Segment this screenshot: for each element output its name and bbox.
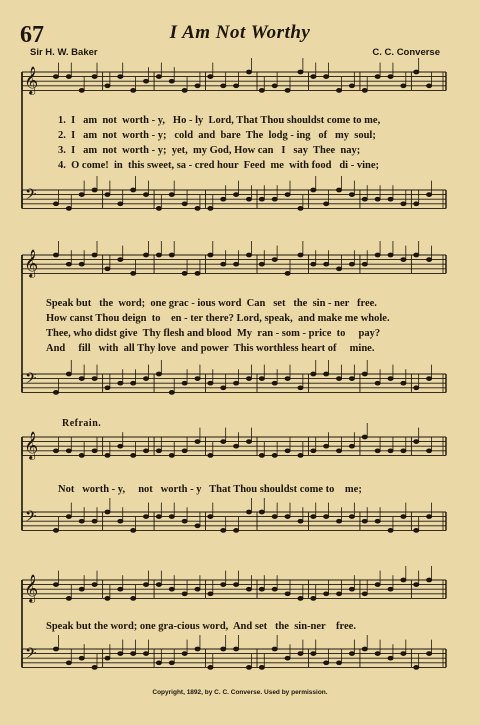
note-head	[336, 449, 341, 453]
note-head	[131, 454, 136, 458]
note-head	[272, 515, 277, 519]
note-head	[246, 510, 251, 514]
note-head	[79, 262, 84, 266]
note-head	[131, 652, 136, 656]
note-head	[118, 444, 123, 448]
note-head	[105, 656, 110, 660]
note-head	[311, 262, 316, 266]
note-head	[336, 592, 341, 596]
hymn-number: 67	[20, 22, 44, 48]
note-head	[234, 444, 239, 448]
note-head	[388, 253, 393, 257]
note-head	[92, 75, 97, 79]
note-head	[169, 661, 174, 665]
note-head	[246, 70, 251, 74]
note-head	[375, 583, 380, 587]
note-head	[182, 381, 187, 385]
note-head	[53, 253, 58, 257]
note-head	[324, 661, 329, 665]
note-head	[131, 597, 136, 601]
note-head	[375, 519, 380, 523]
note-head	[234, 381, 239, 385]
note-head	[311, 372, 316, 376]
note-head	[414, 70, 419, 74]
treble-clef-icon: 𝄞	[24, 66, 39, 94]
note-head	[156, 75, 161, 79]
note-head	[272, 647, 277, 651]
note-head	[79, 193, 84, 197]
note-head	[272, 258, 277, 262]
note-head	[195, 440, 200, 444]
note-head	[66, 207, 71, 211]
note-head	[221, 583, 226, 587]
note-head	[375, 197, 380, 201]
note-head	[401, 84, 406, 88]
note-head	[349, 652, 354, 656]
note-head	[182, 592, 187, 596]
note-head	[143, 515, 148, 519]
refrain-line-2: Speak but the word; one gra-cious word, And set the sin-ner free.	[46, 621, 356, 632]
note-head	[92, 449, 97, 453]
note-head	[195, 587, 200, 591]
note-head	[375, 75, 380, 79]
note-head	[208, 381, 213, 385]
note-head	[246, 440, 251, 444]
note-head	[285, 272, 290, 276]
note-head	[388, 529, 393, 533]
note-head	[221, 386, 226, 390]
note-head	[156, 661, 161, 665]
note-head	[298, 207, 303, 211]
note-head	[118, 202, 123, 206]
note-head	[362, 262, 367, 266]
note-head	[324, 75, 329, 79]
note-head	[92, 666, 97, 670]
note-head	[388, 197, 393, 201]
note-head	[298, 253, 303, 257]
note-head	[401, 652, 406, 656]
note-head	[156, 449, 161, 453]
note-head	[311, 449, 316, 453]
note-head	[105, 510, 110, 514]
note-head	[53, 529, 58, 533]
note-head	[66, 75, 71, 79]
note-head	[336, 267, 341, 271]
note-head	[336, 519, 341, 523]
note-head	[246, 197, 251, 201]
note-head	[401, 515, 406, 519]
note-head	[221, 647, 226, 651]
note-head	[298, 519, 303, 523]
note-head	[66, 372, 71, 376]
note-head	[246, 253, 251, 257]
note-head	[79, 519, 84, 523]
note-head	[131, 188, 136, 192]
note-head	[105, 84, 110, 88]
second-system-line-4: And fill with all Thy love and power This worthless heart of mine.	[46, 343, 375, 354]
note-head	[182, 652, 187, 656]
note-head	[388, 587, 393, 591]
note-head	[336, 89, 341, 93]
note-head	[414, 666, 419, 670]
note-head	[375, 381, 380, 385]
note-head	[272, 84, 277, 88]
note-head	[427, 515, 432, 519]
note-head	[336, 377, 341, 381]
note-head	[388, 75, 393, 79]
note-head	[349, 262, 354, 266]
note-head	[169, 454, 174, 458]
note-head	[259, 197, 264, 201]
note-head	[401, 202, 406, 206]
note-head	[362, 197, 367, 201]
note-head	[143, 583, 148, 587]
note-head	[414, 529, 419, 533]
note-head	[169, 79, 174, 83]
note-head	[272, 587, 277, 591]
note-head	[118, 519, 123, 523]
note-head	[427, 84, 432, 88]
note-head	[221, 529, 226, 533]
note-head	[272, 454, 277, 458]
note-head	[311, 597, 316, 601]
note-head	[195, 377, 200, 381]
note-head	[53, 449, 58, 453]
note-head	[169, 193, 174, 197]
note-head	[285, 592, 290, 596]
note-head	[324, 515, 329, 519]
note-head	[66, 661, 71, 665]
bass-clef-icon: 𝄢	[25, 370, 37, 391]
note-head	[79, 89, 84, 93]
note-head	[234, 262, 239, 266]
note-head	[208, 666, 213, 670]
note-head	[182, 202, 187, 206]
note-head	[311, 75, 316, 79]
note-head	[208, 515, 213, 519]
note-head	[143, 652, 148, 656]
note-head	[336, 188, 341, 192]
note-head	[311, 515, 316, 519]
note-head	[324, 202, 329, 206]
note-head	[285, 449, 290, 453]
note-head	[246, 377, 251, 381]
note-head	[375, 652, 380, 656]
stanza-line-3: 3. I am not worth - y; yet, my God, How can I say Thee nay;	[58, 145, 361, 156]
note-head	[118, 381, 123, 385]
note-head	[92, 519, 97, 523]
note-head	[349, 515, 354, 519]
note-head	[66, 515, 71, 519]
note-head	[66, 597, 71, 601]
note-head	[285, 377, 290, 381]
note-head	[401, 381, 406, 385]
bass-clef-icon: 𝄢	[25, 186, 37, 207]
note-head	[221, 84, 226, 88]
note-head	[349, 587, 354, 591]
note-head	[414, 440, 419, 444]
note-head	[105, 454, 110, 458]
hymn-title: I Am Not Worthy	[169, 22, 311, 43]
note-head	[298, 454, 303, 458]
note-head	[362, 372, 367, 376]
stanza-line-2: 2. I am not worth - y; cold and bare The lodg - ing of my soul;	[58, 130, 376, 141]
note-head	[131, 381, 136, 385]
note-head	[259, 262, 264, 266]
note-head	[234, 583, 239, 587]
note-head	[375, 449, 380, 453]
note-head	[234, 84, 239, 88]
note-head	[285, 515, 290, 519]
note-head	[182, 449, 187, 453]
note-head	[362, 592, 367, 596]
bass-clef-icon: 𝄢	[25, 645, 37, 666]
note-head	[311, 652, 316, 656]
note-head	[208, 207, 213, 211]
note-head	[92, 377, 97, 381]
note-head	[221, 262, 226, 266]
note-head	[182, 519, 187, 523]
note-head	[388, 449, 393, 453]
note-head	[156, 372, 161, 376]
note-head	[414, 386, 419, 390]
note-head	[156, 253, 161, 257]
note-head	[143, 377, 148, 381]
composer-credit: C. C. Converse	[372, 47, 440, 58]
stanza-line-4: 4. O come! in this sweet, sa - cred hour Feed me with food di - vine;	[58, 160, 379, 171]
note-head	[298, 70, 303, 74]
note-head	[427, 578, 432, 582]
note-head	[427, 258, 432, 262]
note-head	[349, 193, 354, 197]
note-head	[169, 587, 174, 591]
note-head	[427, 377, 432, 381]
note-head	[53, 583, 58, 587]
note-head	[143, 193, 148, 197]
note-head	[427, 449, 432, 453]
note-head	[79, 377, 84, 381]
note-head	[362, 647, 367, 651]
note-head	[92, 253, 97, 257]
note-head	[195, 524, 200, 528]
note-head	[401, 578, 406, 582]
note-head	[195, 272, 200, 276]
note-head	[118, 652, 123, 656]
note-head	[92, 583, 97, 587]
note-head	[143, 79, 148, 83]
note-head	[53, 202, 58, 206]
note-head	[259, 510, 264, 514]
note-head	[414, 253, 419, 257]
note-head	[259, 377, 264, 381]
note-head	[259, 666, 264, 670]
note-head	[388, 377, 393, 381]
note-head	[208, 75, 213, 79]
second-system-line-1: Speak but the word; one grac - ious word Can set the sin - ner free.	[46, 298, 377, 309]
note-head	[208, 454, 213, 458]
note-head	[182, 272, 187, 276]
note-head	[234, 193, 239, 197]
note-head	[53, 647, 58, 651]
note-head	[272, 381, 277, 385]
note-head	[221, 197, 226, 201]
note-head	[53, 75, 58, 79]
note-head	[427, 193, 432, 197]
note-head	[118, 75, 123, 79]
note-head	[156, 207, 161, 211]
note-head	[131, 272, 136, 276]
note-head	[362, 89, 367, 93]
note-head	[246, 587, 251, 591]
note-head	[388, 656, 393, 660]
second-system-line-3: Thee, who didst give Thy flesh and blood My ran - som - price to pay?	[46, 328, 381, 339]
note-head	[208, 592, 213, 596]
note-head	[324, 262, 329, 266]
note-head	[259, 454, 264, 458]
note-head	[427, 652, 432, 656]
note-head	[169, 515, 174, 519]
note-head	[401, 449, 406, 453]
note-head	[272, 197, 277, 201]
note-head	[349, 84, 354, 88]
note-head	[324, 592, 329, 596]
refrain-line-1: Not worth - y, not worth - y That Thou shouldst come to me;	[58, 484, 362, 495]
bass-clef-icon: 𝄢	[25, 508, 37, 529]
note-head	[259, 89, 264, 93]
note-head	[285, 193, 290, 197]
note-head	[92, 188, 97, 192]
note-head	[324, 372, 329, 376]
note-head	[105, 193, 110, 197]
note-head	[414, 202, 419, 206]
note-head	[375, 253, 380, 257]
note-head	[79, 656, 84, 660]
note-head	[66, 262, 71, 266]
author-credit: Sir H. W. Baker	[30, 47, 98, 58]
copyright-notice: Copyright, 1892, by C. C. Converse. Used by permission.	[152, 689, 328, 696]
note-head	[195, 207, 200, 211]
note-head	[195, 84, 200, 88]
note-head	[362, 519, 367, 523]
note-head	[156, 515, 161, 519]
note-head	[221, 440, 226, 444]
note-head	[156, 583, 161, 587]
note-head	[105, 597, 110, 601]
note-head	[234, 647, 239, 651]
treble-clef-icon: 𝄞	[24, 431, 39, 459]
note-head	[336, 661, 341, 665]
note-head	[311, 188, 316, 192]
note-head	[298, 597, 303, 601]
note-head	[131, 529, 136, 533]
treble-clef-icon: 𝄞	[24, 249, 39, 277]
note-head	[143, 449, 148, 453]
note-head	[182, 89, 187, 93]
note-head	[143, 253, 148, 257]
note-head	[285, 89, 290, 93]
note-head	[414, 583, 419, 587]
note-head	[79, 587, 84, 591]
note-head	[79, 454, 84, 458]
note-head	[349, 444, 354, 448]
note-head	[285, 656, 290, 660]
note-head	[105, 386, 110, 390]
note-head	[118, 258, 123, 262]
note-head	[349, 377, 354, 381]
second-system-line-2: How canst Thou deign to en - ter there? Lord, speak, and make me whole.	[46, 313, 390, 324]
note-head	[53, 391, 58, 395]
note-head	[105, 267, 110, 271]
note-head	[195, 647, 200, 651]
note-head	[169, 391, 174, 395]
refrain-heading: Refrain.	[62, 418, 102, 429]
note-head	[169, 253, 174, 257]
note-head	[118, 587, 123, 591]
note-head	[298, 652, 303, 656]
note-head	[234, 529, 239, 533]
stanza-line-1: 1. I am not worth - y, Ho - ly Lord, That Thou shouldst come to me,	[58, 115, 381, 126]
note-head	[362, 435, 367, 439]
note-head	[66, 449, 71, 453]
note-head	[246, 666, 251, 670]
treble-clef-icon: 𝄞	[24, 574, 39, 602]
note-head	[324, 444, 329, 448]
note-head	[401, 258, 406, 262]
note-head	[298, 386, 303, 390]
note-head	[208, 253, 213, 257]
note-head	[259, 587, 264, 591]
note-head	[131, 89, 136, 93]
